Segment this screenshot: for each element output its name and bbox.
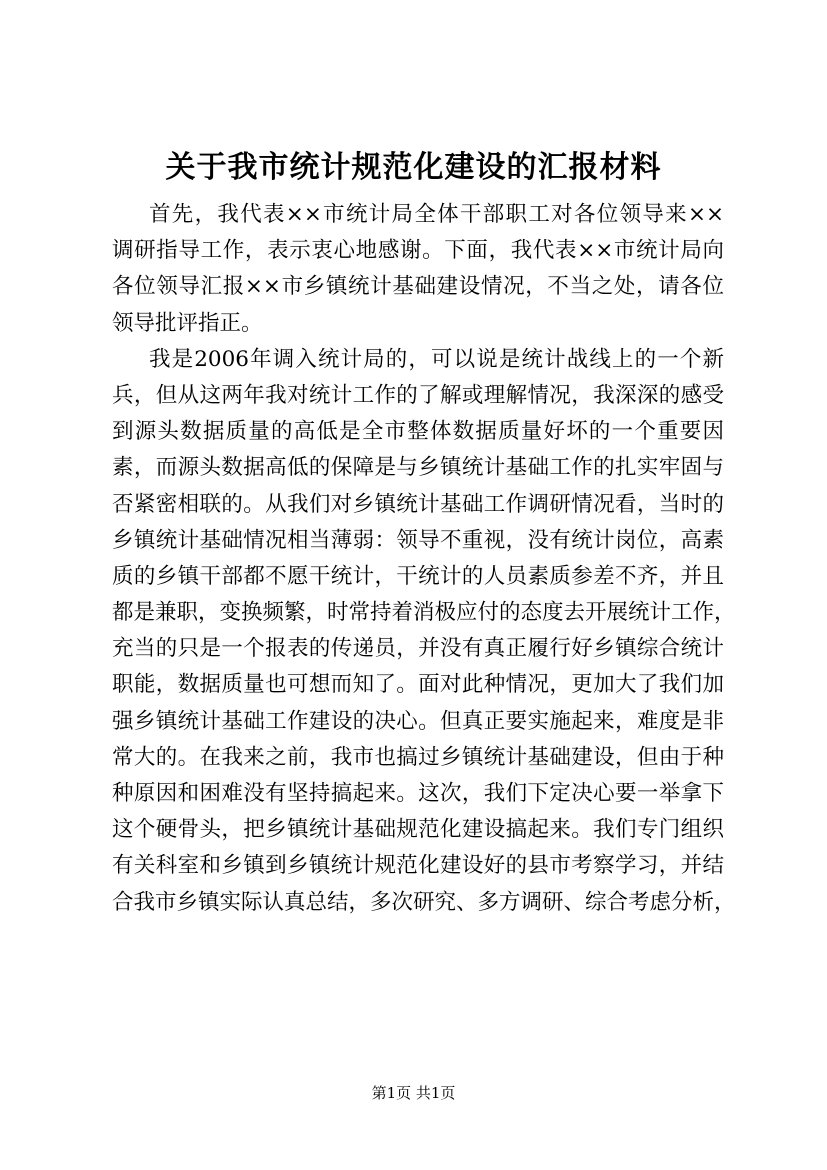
paragraph-1-line-2: 调研指导工作，表示衷心地感谢。下面，我代表××市统计局向 bbox=[112, 238, 724, 264]
paragraph-2-line-7: 质的乡镇干部都不愿干统计，干统计的人员素质参差不齐，并且 bbox=[112, 563, 724, 589]
paragraph-2-line-14: 这个硬骨头，把乡镇统计基础规范化建设搞起来。我们专门组织 bbox=[112, 817, 724, 843]
paragraph-2-line-8: 都是兼职，变换频繁，时常持着消极应付的态度去开展统计工作， bbox=[112, 600, 736, 626]
paragraph-2-line-10: 职能，数据质量也可想而知了。面对此种情况，更加大了我们加 bbox=[112, 672, 724, 698]
paragraph-1-line-1: 首先，我代表××市统计局全体干部职工对各位领导来×× bbox=[149, 202, 724, 227]
document-body bbox=[112, 197, 736, 921]
paragraph-2-line-3: 到源头数据质量的高低是全市整体数据质量好坏的一个重要因 bbox=[112, 419, 724, 445]
paragraph-2-line-6: 乡镇统计基础情况相当薄弱：领导不重视，没有统计岗位，高素 bbox=[112, 527, 724, 553]
paragraph-2-line-2: 兵，但从这两年我对统计工作的了解或理解情况，我深深的感受 bbox=[112, 382, 724, 408]
paragraph-2-line-5: 否紧密相联的。从我们对乡镇统计基础工作调研情况看，当时的 bbox=[112, 491, 724, 517]
paragraph-2-line-1: 我是2006年调入统计局的，可以说是统计战线上的一个新 bbox=[149, 346, 724, 372]
paragraph-2-line-4: 素，而源头数据高低的保障是与乡镇统计基础工作的扎实牢固与 bbox=[112, 455, 724, 481]
paragraph-2-line-12: 常大的。在我来之前，我市也搞过乡镇统计基础建设，但由于种 bbox=[112, 744, 724, 770]
paragraph-1-line-4: 领导批评指正。 bbox=[112, 310, 263, 336]
page-footer: 第1页 共1页 bbox=[371, 1084, 456, 1102]
paragraph-2-line-11: 强乡镇统计基础工作建设的决心。但真正要实施起来，难度是非 bbox=[112, 708, 724, 734]
paragraph-2-line-15: 有关科室和乡镇到乡镇统计规范化建设好的县市考察学习，并结 bbox=[112, 853, 724, 879]
paragraph-2-line-16: 合我市乡镇实际认真总结，多次研究、多方调研、综合考虑分析， bbox=[112, 889, 736, 915]
paragraph-2-line-9: 充当的只是一个报表的传递员，并没有真正履行好乡镇综合统计 bbox=[112, 636, 724, 662]
paragraph-1-line-3: 各位领导汇报××市乡镇统计基础建设情况，不当之处，请各位 bbox=[112, 274, 724, 300]
document-title: 关于我市统计规范化建设的汇报材料 bbox=[165, 150, 662, 185]
paragraph-2-line-13: 种原因和困难没有坚持搞起来。这次，我们下定决心要一举拿下 bbox=[112, 781, 724, 806]
